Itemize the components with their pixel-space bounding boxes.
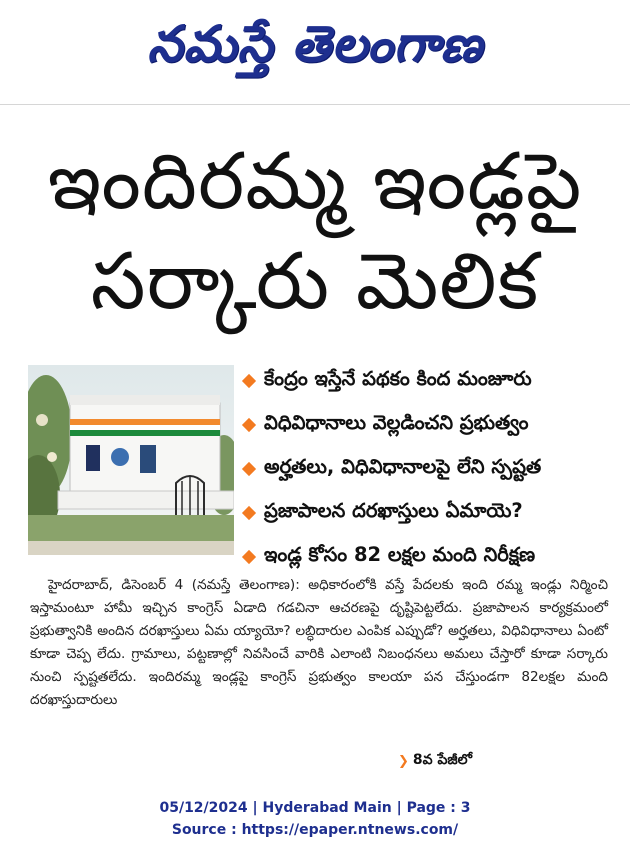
highlight-item bbox=[242, 538, 624, 575]
masthead bbox=[0, 0, 630, 100]
footer-source: Source : https://epaper.ntnews.com/ bbox=[171, 822, 459, 838]
highlight-text: ప్రజాపాలన దరఖాస్తులు ఏమాయె? bbox=[264, 498, 523, 522]
highlight-item bbox=[242, 450, 624, 487]
footer-dateline: 05/12/2024 | Hyderabad Main | Page : 3 bbox=[159, 800, 471, 816]
diamond-bullet-icon bbox=[242, 417, 256, 431]
article-paragraph: హైదరాబాద్, డిసెంబర్ 4 (నమస్తే తెలంగాణ): అధికారంలోకి వస్తే పేదలకు ఇంది రమ్మ ఇండ్లు నిర్మించి ఇస్తామంటూ హామీ ఇచ్చిన కాంగ్రెస్ ఏడాది గడచినా ఆచరణపై దృష్టిపెట్టలేదు. ప్రజాపాలన కార్యక్రమంలో ప్రభుత్వానికి అందిన దరఖాస్తులు ఏమ య్యాయో? లబ్ధిదారుల ఎంపిక ఎప్పుడో? అర్హతలు, విధివిధానాలు ఏంటో కూడా చెప్ప లేదు. గ్రామాలు, పట్టణాల్లో నివసించే వారికి ఎలాంటి నిబంధనలు అమలు చేస్తారో కూడా సర్కారు నుంచి స్పష్టతలేదు. ఇందిరమ్మ ఇండ్లపై కాంగ్రెస్ ప్రభుత్వం కాలయా పన చేస్తుండగా 82లక్షల మంది దరఖాస్తుదారులు bbox=[30, 577, 608, 708]
highlight-item bbox=[242, 494, 624, 531]
continued-on-page bbox=[398, 752, 472, 771]
highlight-item bbox=[242, 406, 624, 443]
masthead-title: నమస్తే తెలంగాణ bbox=[147, 14, 483, 73]
house-photo bbox=[28, 365, 234, 555]
masthead-divider bbox=[0, 104, 630, 105]
article-body bbox=[30, 574, 608, 712]
diamond-bullet-icon bbox=[242, 373, 256, 387]
highlight-text: అర్హతలు, విధివిధానాలపై లేని స్పష్టత bbox=[264, 454, 542, 478]
highlight-text: కేంద్రం ఇస్తేనే పథకం కింద మంజూరు bbox=[264, 366, 532, 390]
diamond-bullet-icon bbox=[242, 505, 256, 519]
continue-arrow-icon: ❯ bbox=[398, 754, 409, 769]
headline-line-2: సర్కారు మెలిక bbox=[90, 237, 540, 327]
diamond-bullet-icon bbox=[242, 549, 256, 563]
diamond-bullet-icon bbox=[242, 461, 256, 475]
highlights-list bbox=[242, 362, 624, 582]
continued-label: 8వ పేజీలో bbox=[412, 752, 473, 768]
highlight-item bbox=[242, 362, 624, 399]
highlight-text: విధివిధానాలు వెల్లడించని ప్రభుత్వం bbox=[264, 410, 529, 434]
headline-line-1: ఇందిరమ్మ ఇండ్లపై bbox=[47, 137, 583, 227]
highlight-text: ఇండ్ల కోసం 82 లక్షల మంది నిరీక్షణ bbox=[264, 542, 536, 566]
